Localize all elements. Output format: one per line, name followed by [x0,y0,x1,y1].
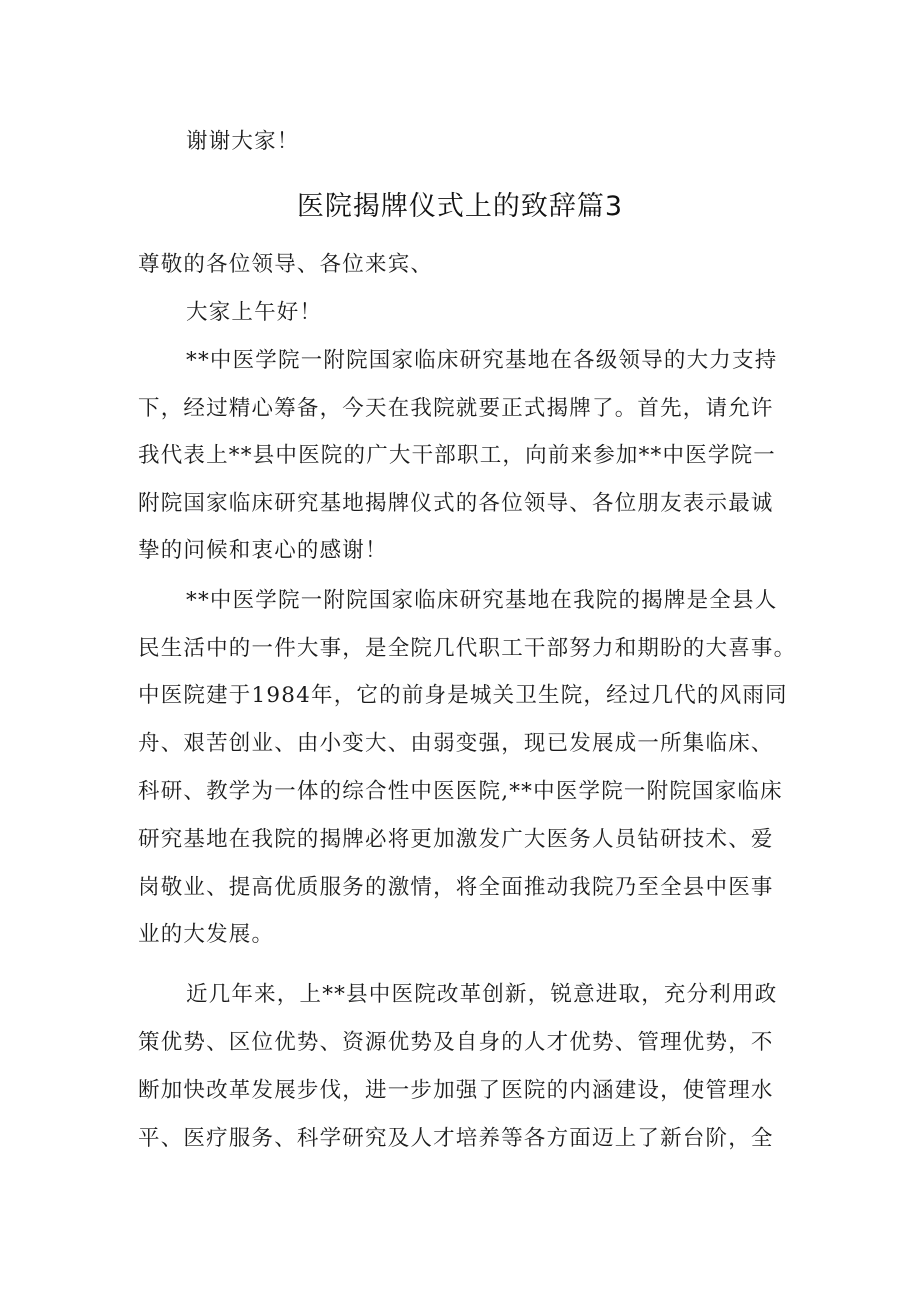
paragraph-line: 断加快改革发展步伐，进一步加强了医院的内涵建设，使管理水 [138,1078,774,1103]
paragraph-line: 我代表上**县中医院的广大干部职工，向前来参加**中医学院一 [138,443,777,468]
salutation: 尊敬的各位领导、各位来宾、 [138,252,434,277]
paragraph-line: 研究基地在我院的揭牌必将更加激发广大医务人员钻研技术、爱 [138,827,774,852]
paragraph-line: 策优势、区位优势、资源优势及自身的人才优势、管理优势，不 [138,1030,774,1055]
paragraph-line: 平、医疗服务、科学研究及人才培养等各方面迈上了新台阶，全 [138,1126,774,1151]
paragraph-line: 舟、艰苦创业、由小变大、由弱变强，现已发展成一所集临床、 [138,731,774,756]
paragraph-line: 岗敬业、提高优质服务的激情，将全面推动我院乃至全县中医事 [138,875,774,900]
greeting: 大家上午好！ [186,300,323,325]
paragraph-line: 民生活中的一件大事，是全院几代职工干部努力和期盼的大喜事。 [138,636,797,661]
paragraph-line: 挚的问候和衷心的感谢！ [138,538,388,563]
paragraph-line: 业的大发展。 [138,922,275,947]
paragraph-line: 中医院建于1984年，它的前身是城关卫生院，经过几代的风雨同 [138,683,788,708]
paragraph-line: **中医学院一附院国家临床研究基地在我院的揭牌是全县人 [186,588,778,613]
paragraph-line: 科研、教学为一体的综合性中医医院,**中医学院一附院国家临床 [138,779,783,804]
paragraph-line: 近几年来，上**县中医院改革创新，锐意进取，充分利用政 [186,982,778,1007]
paragraph-line: 下，经过精心筹备，今天在我院就要正式揭牌了。首先，请允许 [138,396,774,421]
page-title: 医院揭牌仪式上的致辞篇3 [296,191,624,222]
closing-line: 谢谢大家！ [186,129,300,154]
paragraph-line: 附院国家临床研究基地揭牌仪式的各位领导、各位朋友表示最诚 [138,491,774,516]
paragraph-line: **中医学院一附院国家临床研究基地在各级领导的大力支持 [186,348,778,373]
